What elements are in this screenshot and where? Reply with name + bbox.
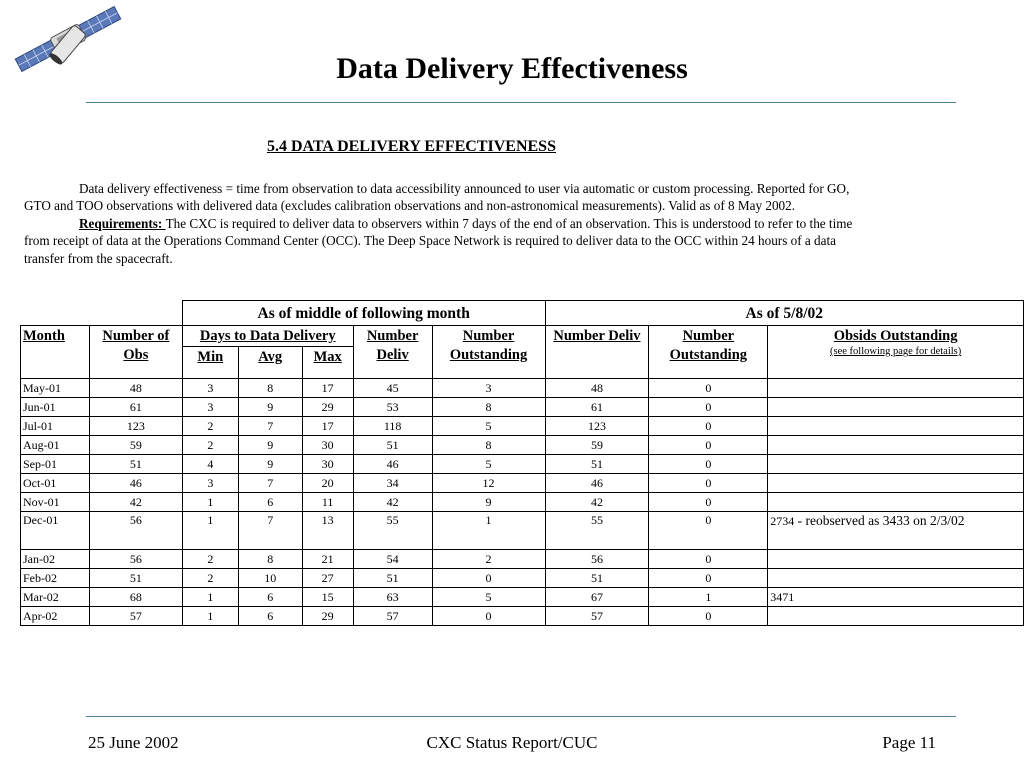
cell-number-deliv-1-value: 34 (386, 475, 399, 490)
footer-date: 25 June 2002 (88, 733, 179, 752)
cell-number-deliv-2-value: 48 (590, 380, 603, 395)
cell-min-value: 3 (207, 399, 214, 414)
cell-number-outstanding-1 (432, 607, 545, 626)
cell-obsids-outstanding (768, 588, 1024, 607)
cell-min (182, 550, 238, 569)
table-row (21, 417, 1024, 436)
table-row (21, 379, 1024, 398)
cell-obsids-outstanding (768, 455, 1024, 474)
requirements-label: Requirements: (79, 215, 166, 231)
cell-month (21, 512, 90, 550)
cell-max (302, 607, 353, 626)
cell-max-value: 15 (321, 589, 334, 604)
cell-number-outstanding-2-value: 0 (705, 551, 712, 566)
cell-number-outstanding-1-value: 0 (485, 608, 492, 623)
header-number-of-obs: Number of Obs (89, 326, 182, 379)
cell-avg-value: 6 (267, 589, 274, 604)
cell-number-outstanding-2-value: 1 (705, 589, 712, 604)
cell-month (21, 493, 90, 512)
cell-max-value: 17 (321, 418, 334, 433)
group-header-as-of-date: As of 5/8/02 (545, 301, 1024, 326)
cell-number-of-obs (89, 436, 182, 455)
cell-number-outstanding-2 (649, 417, 768, 436)
table-row (21, 474, 1024, 493)
cell-number-outstanding-1 (432, 398, 545, 417)
cell-number-outstanding-2-value: 0 (705, 475, 712, 490)
cell-number-deliv-1 (353, 417, 432, 436)
cell-min-value: 1 (207, 494, 214, 509)
cell-obsids-outstanding-value: 3471 (770, 589, 795, 604)
cell-max-value: 20 (321, 475, 334, 490)
cell-number-deliv-1-value: 55 (386, 513, 399, 527)
cell-max (302, 474, 353, 493)
cell-avg (238, 455, 302, 474)
cell-number-outstanding-2-value: 0 (705, 380, 712, 395)
cell-min-value: 2 (207, 418, 214, 433)
cell-number-deliv-1 (353, 512, 432, 550)
cell-max (302, 379, 353, 398)
cell-number-outstanding-2 (649, 607, 768, 626)
table-row (21, 550, 1024, 569)
cell-number-outstanding-1-value: 8 (485, 437, 492, 452)
cell-min-value: 2 (207, 570, 214, 585)
cell-number-of-obs (89, 607, 182, 626)
cell-number-deliv-2-value: 51 (590, 456, 603, 471)
cell-obsids-outstanding (768, 398, 1024, 417)
cell-number-deliv-1 (353, 455, 432, 474)
cell-avg (238, 607, 302, 626)
title-divider (86, 102, 956, 103)
table-row (21, 398, 1024, 417)
cell-max-value: 17 (321, 380, 334, 395)
cell-number-of-obs (89, 550, 182, 569)
cell-number-outstanding-1 (432, 588, 545, 607)
cell-number-outstanding-2-value: 0 (705, 437, 712, 452)
header-number-outstanding-2: Number Outstanding (649, 326, 768, 379)
footer-page-number: Page 11 (882, 733, 936, 752)
cell-obsids-outstanding (768, 493, 1024, 512)
cell-number-outstanding-1 (432, 493, 545, 512)
cell-number-deliv-2 (545, 493, 649, 512)
cell-number-deliv-2-value: 59 (590, 437, 603, 452)
cell-max-value: 13 (321, 513, 334, 527)
cell-number-deliv-1-value: 45 (386, 380, 399, 395)
cell-avg-value: 9 (267, 456, 274, 471)
cell-number-deliv-2 (545, 379, 649, 398)
cell-number-outstanding-2 (649, 398, 768, 417)
cell-number-outstanding-1 (432, 512, 545, 550)
cell-number-of-obs (89, 379, 182, 398)
cell-max (302, 417, 353, 436)
cell-number-outstanding-2 (649, 512, 768, 550)
cell-min (182, 493, 238, 512)
cell-number-deliv-2 (545, 474, 649, 493)
cell-avg (238, 398, 302, 417)
cell-month-value: Dec-01 (23, 513, 59, 527)
cell-number-of-obs-value: 61 (129, 399, 142, 414)
table-row (21, 569, 1024, 588)
requirements-paragraph (24, 215, 854, 267)
cell-avg (238, 417, 302, 436)
cell-max-value: 29 (321, 399, 334, 414)
cell-number-deliv-2-value: 123 (587, 418, 606, 433)
cell-avg-value: 7 (267, 418, 274, 433)
cell-number-of-obs (89, 512, 182, 550)
cell-month (21, 417, 90, 436)
cell-max (302, 569, 353, 588)
cell-number-outstanding-2 (649, 569, 768, 588)
cell-number-outstanding-1-value: 12 (482, 475, 495, 490)
cell-max (302, 436, 353, 455)
obsids-header-note: (see following page for details) (830, 346, 962, 357)
delivery-table (20, 300, 1024, 626)
table-row (21, 493, 1024, 512)
cell-number-deliv-1-value: 46 (386, 456, 399, 471)
cell-number-deliv-1-value: 57 (386, 608, 399, 623)
cell-month (21, 436, 90, 455)
cell-avg-value: 6 (267, 608, 274, 623)
cell-month-value: Sep-01 (23, 456, 57, 471)
cell-obsids-outstanding (768, 436, 1024, 455)
obsids-header-label: Obsids Outstanding (833, 328, 958, 344)
table-body (21, 379, 1024, 626)
cell-month-value: Apr-02 (23, 608, 58, 623)
cell-number-deliv-1 (353, 607, 432, 626)
cell-max (302, 455, 353, 474)
cell-obsids-outstanding (768, 607, 1024, 626)
cell-min (182, 474, 238, 493)
cell-max (302, 512, 353, 550)
cell-number-outstanding-1-value: 9 (485, 494, 492, 509)
cell-month (21, 379, 90, 398)
cell-number-outstanding-2 (649, 493, 768, 512)
cell-number-deliv-2-value: 55 (590, 513, 603, 527)
cell-month (21, 550, 90, 569)
cell-number-deliv-1-value: 63 (386, 589, 399, 604)
cell-number-of-obs-value: 123 (126, 418, 145, 433)
cell-min (182, 398, 238, 417)
cell-avg (238, 493, 302, 512)
requirements-text: The CXC is required to deliver data to observers within 7 days of the end of an observation. This is understood to refer to the time from receipt of data at the Operations Command Center (OCC). The Deep Space Network is required to deliver data to the OCC within 24 hours of a data transfer from the spacecraft. (24, 215, 853, 266)
cell-number-outstanding-1 (432, 474, 545, 493)
cell-number-of-obs (89, 493, 182, 512)
cell-number-deliv-2-value: 46 (590, 475, 603, 490)
obsid-note-text: - reobserved as 3433 on 2/3/02 (794, 513, 965, 528)
cell-number-deliv-1-value: 118 (383, 418, 402, 433)
section-heading: 5.4 DATA DELIVERY EFFECTIVENESS (267, 138, 556, 155)
cell-number-deliv-2 (545, 588, 649, 607)
cell-number-of-obs-value: 68 (129, 589, 142, 604)
cell-number-outstanding-2-value: 0 (705, 570, 712, 585)
cell-number-outstanding-2 (649, 588, 768, 607)
cell-number-of-obs (89, 455, 182, 474)
cell-obsids-outstanding (768, 474, 1024, 493)
cell-max-value: 27 (321, 570, 334, 585)
cell-month (21, 607, 90, 626)
cell-min (182, 569, 238, 588)
cell-max (302, 550, 353, 569)
cell-month-value: Feb-02 (23, 570, 57, 585)
cell-number-of-obs (89, 569, 182, 588)
cell-number-of-obs-value: 56 (129, 513, 142, 527)
cell-number-deliv-1 (353, 569, 432, 588)
cell-avg-value: 7 (267, 513, 274, 527)
cell-obsids-outstanding-value: 2734 (770, 514, 795, 528)
cell-obsids-outstanding (768, 379, 1024, 398)
cell-number-deliv-1 (353, 493, 432, 512)
cell-number-deliv-2 (545, 436, 649, 455)
cell-number-outstanding-2 (649, 474, 768, 493)
header-number-outstanding-1: Number Outstanding (432, 326, 545, 379)
cell-number-deliv-2-value: 67 (590, 589, 603, 604)
cell-obsids-outstanding (768, 512, 1024, 550)
cell-month (21, 398, 90, 417)
cell-max (302, 398, 353, 417)
group-header-row (21, 301, 1024, 326)
cell-number-of-obs-value: 56 (129, 551, 142, 566)
definition-paragraph: Data delivery effectiveness = time from observation to data accessibility announced to user via automatic or custom processing. Reported for GO, GTO and TOO observations with delivered data (excludes calibration observations and non-astronomical measurements). Valid as of 8 May 2002. (24, 181, 850, 214)
intro-text (24, 180, 854, 267)
cell-number-deliv-1 (353, 588, 432, 607)
cell-avg-value: 8 (267, 380, 274, 395)
cell-number-deliv-1 (353, 436, 432, 455)
cell-number-of-obs-value: 42 (129, 494, 142, 509)
cell-number-outstanding-1 (432, 455, 545, 474)
cell-number-of-obs-value: 57 (129, 608, 142, 623)
cell-number-deliv-2-value: 57 (590, 608, 603, 623)
cell-number-of-obs (89, 474, 182, 493)
cell-month (21, 474, 90, 493)
cell-number-outstanding-2 (649, 379, 768, 398)
cell-min-value: 3 (207, 475, 214, 490)
group-header-following-month: As of middle of following month (182, 301, 545, 326)
cell-avg (238, 569, 302, 588)
cell-min-value: 1 (207, 513, 214, 527)
cell-number-of-obs (89, 398, 182, 417)
cell-avg-value: 6 (267, 494, 274, 509)
cell-avg (238, 474, 302, 493)
cell-max-value: 29 (321, 608, 334, 623)
cell-avg-value: 9 (267, 437, 274, 452)
cell-number-deliv-1-value: 54 (386, 551, 399, 566)
cell-number-outstanding-2-value: 0 (705, 608, 712, 623)
cell-number-outstanding-1-value: 5 (485, 456, 492, 471)
cell-number-deliv-2 (545, 607, 649, 626)
page-title: Data Delivery Effectiveness (336, 52, 688, 85)
cell-number-of-obs-value: 48 (129, 380, 142, 395)
cell-number-outstanding-1 (432, 550, 545, 569)
cell-number-outstanding-1-value: 0 (485, 570, 492, 585)
cell-number-deliv-1 (353, 379, 432, 398)
cell-avg-value: 10 (264, 570, 277, 585)
cell-number-outstanding-1-value: 5 (485, 418, 492, 433)
cell-number-deliv-2 (545, 569, 649, 588)
cell-max (302, 493, 353, 512)
cell-number-deliv-1 (353, 398, 432, 417)
header-number-deliv-1: Number Deliv (353, 326, 432, 379)
table-row (21, 607, 1024, 626)
cell-month (21, 455, 90, 474)
cell-number-outstanding-2-value: 0 (705, 399, 712, 414)
header-days-to-delivery: Days to Data Delivery (182, 326, 353, 347)
cell-max-value: 21 (321, 551, 334, 566)
cell-number-outstanding-1-value: 1 (485, 513, 492, 527)
cell-number-of-obs-value: 51 (129, 570, 142, 585)
table-row (21, 436, 1024, 455)
cell-number-deliv-1 (353, 550, 432, 569)
header-month: Month (21, 326, 90, 379)
cell-min (182, 455, 238, 474)
cell-number-of-obs-value: 51 (129, 456, 142, 471)
cell-avg (238, 436, 302, 455)
cell-number-deliv-1-value: 51 (386, 437, 399, 452)
cell-max-value: 30 (321, 437, 334, 452)
cell-avg-value: 7 (267, 475, 274, 490)
cell-number-deliv-2 (545, 398, 649, 417)
cell-min (182, 512, 238, 550)
table-row (21, 588, 1024, 607)
cell-avg (238, 588, 302, 607)
cell-max-value: 11 (321, 494, 334, 509)
cell-number-deliv-1-value: 42 (386, 494, 399, 509)
cell-number-outstanding-1-value: 2 (485, 551, 492, 566)
cell-min-value: 3 (207, 380, 214, 395)
cell-number-outstanding-2-value: 0 (705, 494, 712, 509)
cell-avg (238, 512, 302, 550)
cell-month-value: Jun-01 (23, 399, 56, 414)
cell-number-outstanding-1 (432, 569, 545, 588)
cell-number-outstanding-2-value: 0 (705, 418, 712, 433)
cell-obsids-outstanding (768, 417, 1024, 436)
cell-number-deliv-2 (545, 512, 649, 550)
cell-number-of-obs-value: 59 (129, 437, 142, 452)
cell-number-outstanding-1 (432, 436, 545, 455)
cell-obsids-outstanding (768, 550, 1024, 569)
cell-min (182, 417, 238, 436)
cell-month-value: Jul-01 (23, 418, 53, 433)
cell-number-outstanding-2 (649, 550, 768, 569)
cell-month-value: Nov-01 (23, 494, 60, 509)
cell-number-outstanding-1-value: 3 (485, 380, 492, 395)
header-max: Max (302, 347, 353, 379)
cell-number-outstanding-1 (432, 379, 545, 398)
cell-number-outstanding-1 (432, 417, 545, 436)
cell-min (182, 588, 238, 607)
cell-number-deliv-2-value: 42 (590, 494, 603, 509)
cell-number-outstanding-1-value: 5 (485, 589, 492, 604)
cell-obsids-outstanding (768, 569, 1024, 588)
cell-avg-value: 9 (267, 399, 274, 414)
cell-number-of-obs (89, 417, 182, 436)
cell-number-outstanding-1-value: 8 (485, 399, 492, 414)
cell-number-outstanding-2-value: 0 (705, 513, 712, 527)
column-header-row (21, 326, 1024, 347)
footer-divider (86, 716, 956, 717)
cell-avg (238, 379, 302, 398)
cell-month (21, 569, 90, 588)
cell-number-outstanding-2 (649, 455, 768, 474)
cell-number-deliv-2 (545, 455, 649, 474)
cell-number-deliv-2-value: 51 (590, 570, 603, 585)
cell-number-deliv-2 (545, 417, 649, 436)
cell-number-deliv-1 (353, 474, 432, 493)
cell-min-value: 2 (207, 551, 214, 566)
cell-max (302, 588, 353, 607)
cell-month-value: Mar-02 (23, 589, 59, 604)
footer-report-title: CXC Status Report/CUC (426, 733, 598, 752)
cell-number-deliv-2 (545, 550, 649, 569)
cell-month-value: Aug-01 (23, 437, 60, 452)
cell-max-value: 30 (321, 456, 334, 471)
cell-number-of-obs-value: 46 (129, 475, 142, 490)
cell-month-value: Oct-01 (23, 475, 57, 490)
cell-min (182, 379, 238, 398)
cell-min-value: 1 (207, 608, 214, 623)
cell-number-deliv-2-value: 61 (590, 399, 603, 414)
cell-min (182, 436, 238, 455)
cell-min-value: 1 (207, 589, 214, 604)
cell-number-outstanding-2 (649, 436, 768, 455)
header-obsids-outstanding (768, 326, 1024, 379)
cell-number-deliv-1-value: 53 (386, 399, 399, 414)
cell-number-of-obs (89, 588, 182, 607)
header-avg: Avg (238, 347, 302, 379)
cell-number-outstanding-2-value: 0 (705, 456, 712, 471)
cell-min-value: 4 (207, 456, 214, 471)
cell-avg (238, 550, 302, 569)
cell-month-value: May-01 (23, 380, 61, 395)
header-min: Min (182, 347, 238, 379)
cell-number-deliv-1-value: 51 (386, 570, 399, 585)
cell-avg-value: 8 (267, 551, 274, 566)
cell-month (21, 588, 90, 607)
table-row (21, 512, 1024, 550)
header-number-deliv-2: Number Deliv (545, 326, 649, 379)
cell-number-deliv-2-value: 56 (590, 551, 603, 566)
cell-min (182, 607, 238, 626)
cell-min-value: 2 (207, 437, 214, 452)
table-row (21, 455, 1024, 474)
cell-month-value: Jan-02 (23, 551, 55, 566)
